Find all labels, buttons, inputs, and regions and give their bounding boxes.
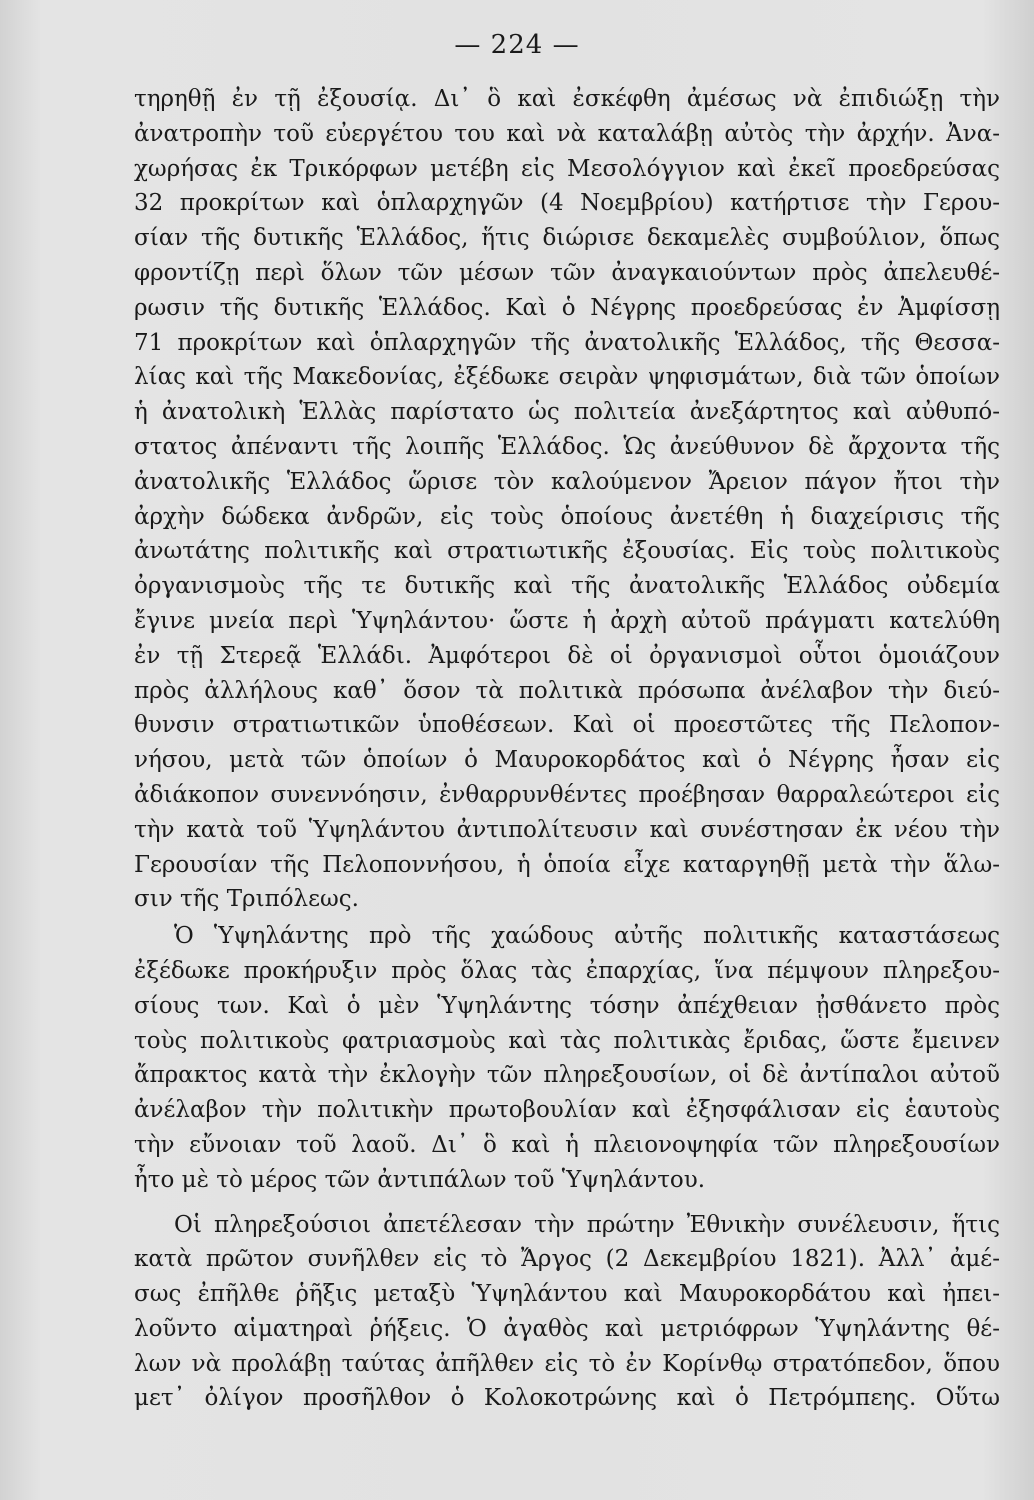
text-line: λοῦντο αἱματηραὶ ῥήξεις. Ὁ ἀγαθὸς καὶ μετριόφρων Ὑψηλάντης θέ- (134, 1315, 1000, 1342)
text-line: Οἱ πληρεξούσιοι ἀπετέλεσαν τὴν πρώτην Ἐθνικὴν συνέλευσιν, ἥτις (174, 1211, 1000, 1238)
text-line: νήσου, μετὰ τῶν ὁποίων ὁ Μαυροκορδάτος καὶ ὁ Νέγρης ἦσαν εἰς (134, 747, 1000, 774)
text-line: ἀνέλαβον τὴν πολιτικὴν πρωτοβουλίαν καὶ ἐξησφάλισαν εἰς ἑαυτοὺς (134, 1097, 1000, 1124)
text-line: Γερουσίαν τῆς Πελοποννήσου, ἡ ὁποία εἶχε καταργηθῇ μετὰ τὴν ἅλω- (134, 851, 1000, 878)
text-line: τὴν κατὰ τοῦ Ὑψηλάντου ἀντιπολίτευσιν καὶ συνέστησαν ἐκ νέου τὴν (134, 816, 1000, 843)
text-line: ἀδιάκοπον συνεννόησιν, ἐνθαρρυνθέντες προέβησαν θαρραλεώτεροι εἰς (134, 781, 1000, 808)
text-line: τὴν εὔνοιαν τοῦ λαοῦ. Δι᾽ ὃ καὶ ἡ πλειονοψηφία τῶν πληρεξουσίων (134, 1131, 1000, 1158)
text-line: σίους των. Καὶ ὁ μὲν Ὑψηλάντης τόσην ἀπέχθειαν ᾐσθάνετο πρὸς (134, 992, 1000, 1019)
text-line: ἡ ἀνατολικὴ Ἑλλὰς παρίστατο ὡς πολιτεία ἀνεξάρτητος καὶ αὐθυπό- (134, 399, 1000, 426)
text-line: κατὰ πρῶτον συνῆλθεν εἰς τὸ Ἄργος (2 Δεκεμβρίου 1821). Ἀλλ᾽ ἀμέ- (134, 1246, 1000, 1273)
text-line: φροντίζῃ περὶ ὅλων τῶν μέσων τῶν ἀναγκαιούντων πρὸς ἀπελευθέ- (134, 259, 1000, 286)
text-line: μετ᾽ ὀλίγον προσῆλθον ὁ Κολοκοτρώνης καὶ ὁ Πετρόμπεης. Οὕτω (134, 1385, 1000, 1412)
paragraph (134, 919, 1000, 1197)
body-text (134, 82, 1000, 1416)
text-line: σίαν τῆς δυτικῆς Ἑλλάδος, ἥτις διώρισε δεκαμελὲς συμβούλιον, ὅπως (134, 225, 1000, 252)
text-line: ἐξέδωκε προκήρυξιν πρὸς ὅλας τὰς ἐπαρχίας, ἵνα πέμψουν πληρεξου- (134, 957, 1000, 984)
text-line: τοὺς πολιτικοὺς φατριασμοὺς καὶ τὰς πολιτικὰς ἔριδας, ὥστε ἔμεινεν (134, 1027, 1000, 1054)
text-line: ἀρχὴν δώδεκα ἀνδρῶν, εἰς τοὺς ὁποίους ἀνετέθη ἡ διαχείρισις τῆς (134, 503, 1000, 530)
text-line: θυνσιν στρατιωτικῶν ὑποθέσεων. Καὶ οἱ προεστῶτες τῆς Πελοπον- (134, 712, 1000, 739)
paragraph (134, 82, 1000, 917)
text-line: σιν τῆς Τριπόλεως. (134, 886, 359, 913)
text-line: ἐν τῇ Στερεᾷ Ἑλλάδι. Ἀμφότεροι δὲ οἱ ὀργανισμοὶ οὗτοι ὁμοιάζουν (134, 642, 1000, 669)
text-line: πρὸς ἀλλήλους καθ᾽ ὅσον τὰ πολιτικὰ πρόσωπα ἀνέλαβον τὴν διεύ- (134, 677, 1000, 704)
paragraph (134, 1208, 1000, 1417)
text-line: στατος ἀπέναντι τῆς λοιπῆς Ἑλλάδος. Ὡς ἀνεύθυνον δὲ ἄρχοντα τῆς (134, 433, 1000, 460)
text-line: λίας καὶ τῆς Μακεδονίας, ἐξέδωκε σειρὰν ψηφισμάτων, διὰ τῶν ὁποίων (134, 364, 1000, 391)
page-number: — 224 — (454, 30, 580, 60)
text-line: ἄπρακτος κατὰ τὴν ἐκλογὴν τῶν πληρεξουσίων, οἱ δὲ ἀντίπαλοι αὐτοῦ (134, 1062, 1000, 1089)
text-line: ἔγινε μνεία περὶ Ὑψηλάντου· ὥστε ἡ ἀρχὴ αὐτοῦ πράγματι κατελύθη (134, 607, 1000, 634)
text-line: ρωσιν τῆς δυτικῆς Ἑλλάδος. Καὶ ὁ Νέγρης προεδρεύσας ἐν Ἀμφίσσῃ (134, 294, 1000, 321)
text-line: 32 προκρίτων καὶ ὁπλαρχηγῶν (4 Νοεμβρίου) κατήρτισε τὴν Γερου- (134, 190, 1000, 217)
text-line: 71 προκρίτων καὶ ὁπλαρχηγῶν τῆς ἀνατολικῆς Ἑλλάδος, τῆς Θεσσα- (134, 329, 1000, 356)
text-line: ἀνωτάτης πολιτικῆς καὶ στρατιωτικῆς ἐξουσίας. Εἰς τοὺς πολιτικοὺς (134, 538, 1000, 565)
text-line: Ὁ Ὑψηλάντης πρὸ τῆς χαώδους αὐτῆς πολιτικῆς καταστάσεως (174, 923, 1000, 950)
text-line: ἀνατροπὴν τοῦ εὐεργέτου του καὶ νὰ καταλάβῃ αὐτὸς τὴν ἀρχήν. Ἀνα- (134, 120, 1000, 147)
text-line: ἦτο μὲ τὸ μέρος τῶν ἀντιπάλων τοῦ Ὑψηλάντου. (134, 1166, 706, 1193)
text-line: τηρηθῇ ἐν τῇ ἐξουσίᾳ. Δι᾽ ὃ καὶ ἐσκέφθη ἀμέσως νὰ ἐπιδιώξῃ τὴν (134, 86, 1000, 112)
text-line: σως ἐπῆλθε ῥῆξις μεταξὺ Ὑψηλάντου καὶ Μαυροκορδάτου καὶ ἠπει- (134, 1281, 1000, 1308)
text-line: λων νὰ προλάβῃ ταύτας ἀπῆλθεν εἰς τὸ ἐν Κορίνθῳ στρατόπεδον, ὅπου (134, 1350, 1000, 1377)
text-line: ἀνατολικῆς Ἑλλάδος ὥρισε τὸν καλούμενον Ἄρειον πάγον ἤτοι τὴν (134, 468, 1000, 495)
text-line: χωρήσας ἐκ Τρικόρφων μετέβη εἰς Μεσολόγγιον καὶ ἐκεῖ προεδρεύσας (134, 155, 1000, 182)
text-line: ὀργανισμοὺς τῆς τε δυτικῆς καὶ τῆς ἀνατολικῆς Ἑλλάδος οὐδεμία (134, 573, 1000, 600)
